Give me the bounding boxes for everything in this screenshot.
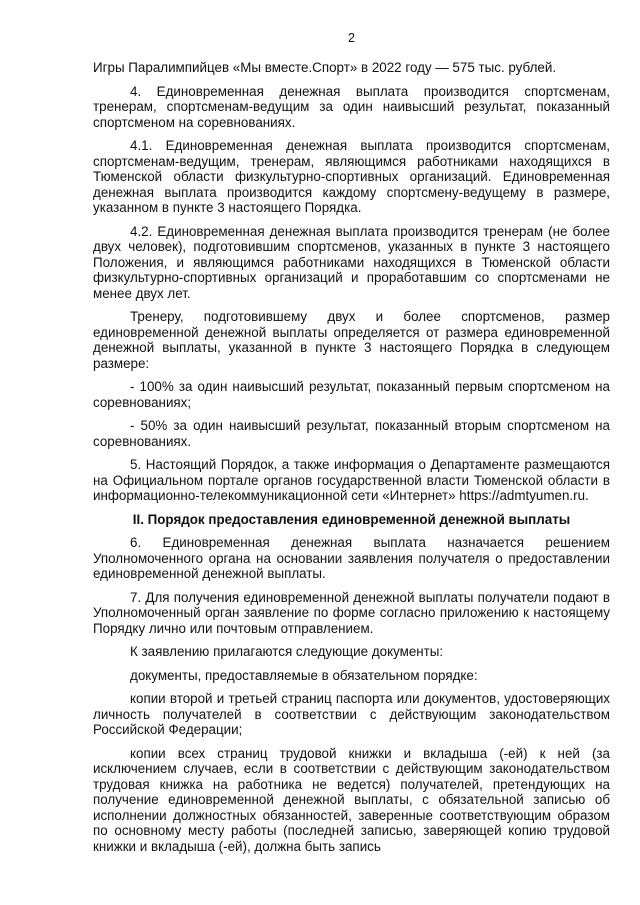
paragraph-mandatory-documents: документы, предоставляемые в обязательном порядке: bbox=[130, 667, 478, 683]
paragraph-item-6: 6. Единовременная денежная выплата назначается решением Уполномоченного органа на основании заявления получателя о предоставлении единовременной денежной выплаты. bbox=[93, 535, 610, 581]
paragraph-item-4-1: 4.1. Единовременная денежная выплата производится спортсменам, спортсменам-ведущим, тренерам, являющимся работниками находящихся в Тюменской области физкультурно-спортивных организаций. Единовременная денежная выплата производится каждому спортсмену-ведущему в размере, указанном в пункте 3 настоящего Порядка. bbox=[93, 138, 610, 215]
paragraph-workbook-copies: копии всех страниц трудовой книжки и вкладыша (-ей) к ней (за исключением случаев, если в соответствии с действующим законодательством трудовая книжка на работника не ведется) получателей, претендующих на получение единовременной денежной выплаты, с обязательной записью об исполнении должностных обязанностей, заверенные соответствующим образом по основному месту работы (последней записью, заверяющей копию трудовой книжки и вкладыша (-ей), должна быть запись bbox=[93, 745, 610, 854]
paragraph-100-percent: - 100% за один наивысший результат, показанный первым спортсменом на соревнованиях; bbox=[93, 379, 610, 410]
paragraph-50-percent: - 50% за один наивысший результат, показанный вторым спортсменом на соревнованиях. bbox=[93, 418, 610, 449]
paragraph-item-7: 7. Для получения единовременной денежной выплаты получатели подают в Уполномоченный орган заявление по форме согласно приложению к настоящему Порядку лично или почтовым отправлением. bbox=[93, 589, 610, 636]
document-page bbox=[93, 30, 610, 862]
section-heading: II. Порядок предоставления единовременной денежной выплаты bbox=[132, 511, 571, 527]
paragraph-item-4: 4. Единовременная денежная выплата производится спортсменам, тренерам, спортсменам-ведущим за один наивысший результат, показанный спортсменом на соревнованиях. bbox=[93, 83, 610, 130]
paragraph-continuation: Игры Паралимпийцев «Мы вместе.Спорт» в 2022 году — 575 тыс. рублей. bbox=[93, 60, 557, 75]
paragraph-item-4-2: 4.2. Единовременная денежная выплата производится тренерам (не более двух человек), подготовившим спортсменов, указанных в пункте 3 настоящего Положения, и являющимся работниками находящихся в Тюменской области физкультурно-спортивных организаций и проработавшим со спортсменами не менее двух лет. bbox=[93, 223, 610, 301]
page-number: 2 bbox=[348, 31, 355, 45]
paragraph-coach-payment: Тренеру, подготовившему двух и более спортсменов, размер единовременной денежной выплаты определяется от размера единовременной денежной выплаты, указанной в пункте 3 настоящего Порядка в следующем размере: bbox=[93, 309, 610, 371]
paragraph-passport-copies: копии второй и третьей страниц паспорта или документов, удостоверяющих личность получателей в соответствии с действующим законодательством Российской Федерации; bbox=[93, 691, 610, 737]
paragraph-item-5: 5. Настоящий Порядок, а также информация о Департаменте размещаются на Официальном портале органов государственной власти Тюменской области в информационно-телекоммуникационной сети «Интернет» https://admtyumen.ru. bbox=[93, 457, 610, 503]
paragraph-documents-intro: К заявлению прилагаются следующие документы: bbox=[130, 644, 444, 659]
